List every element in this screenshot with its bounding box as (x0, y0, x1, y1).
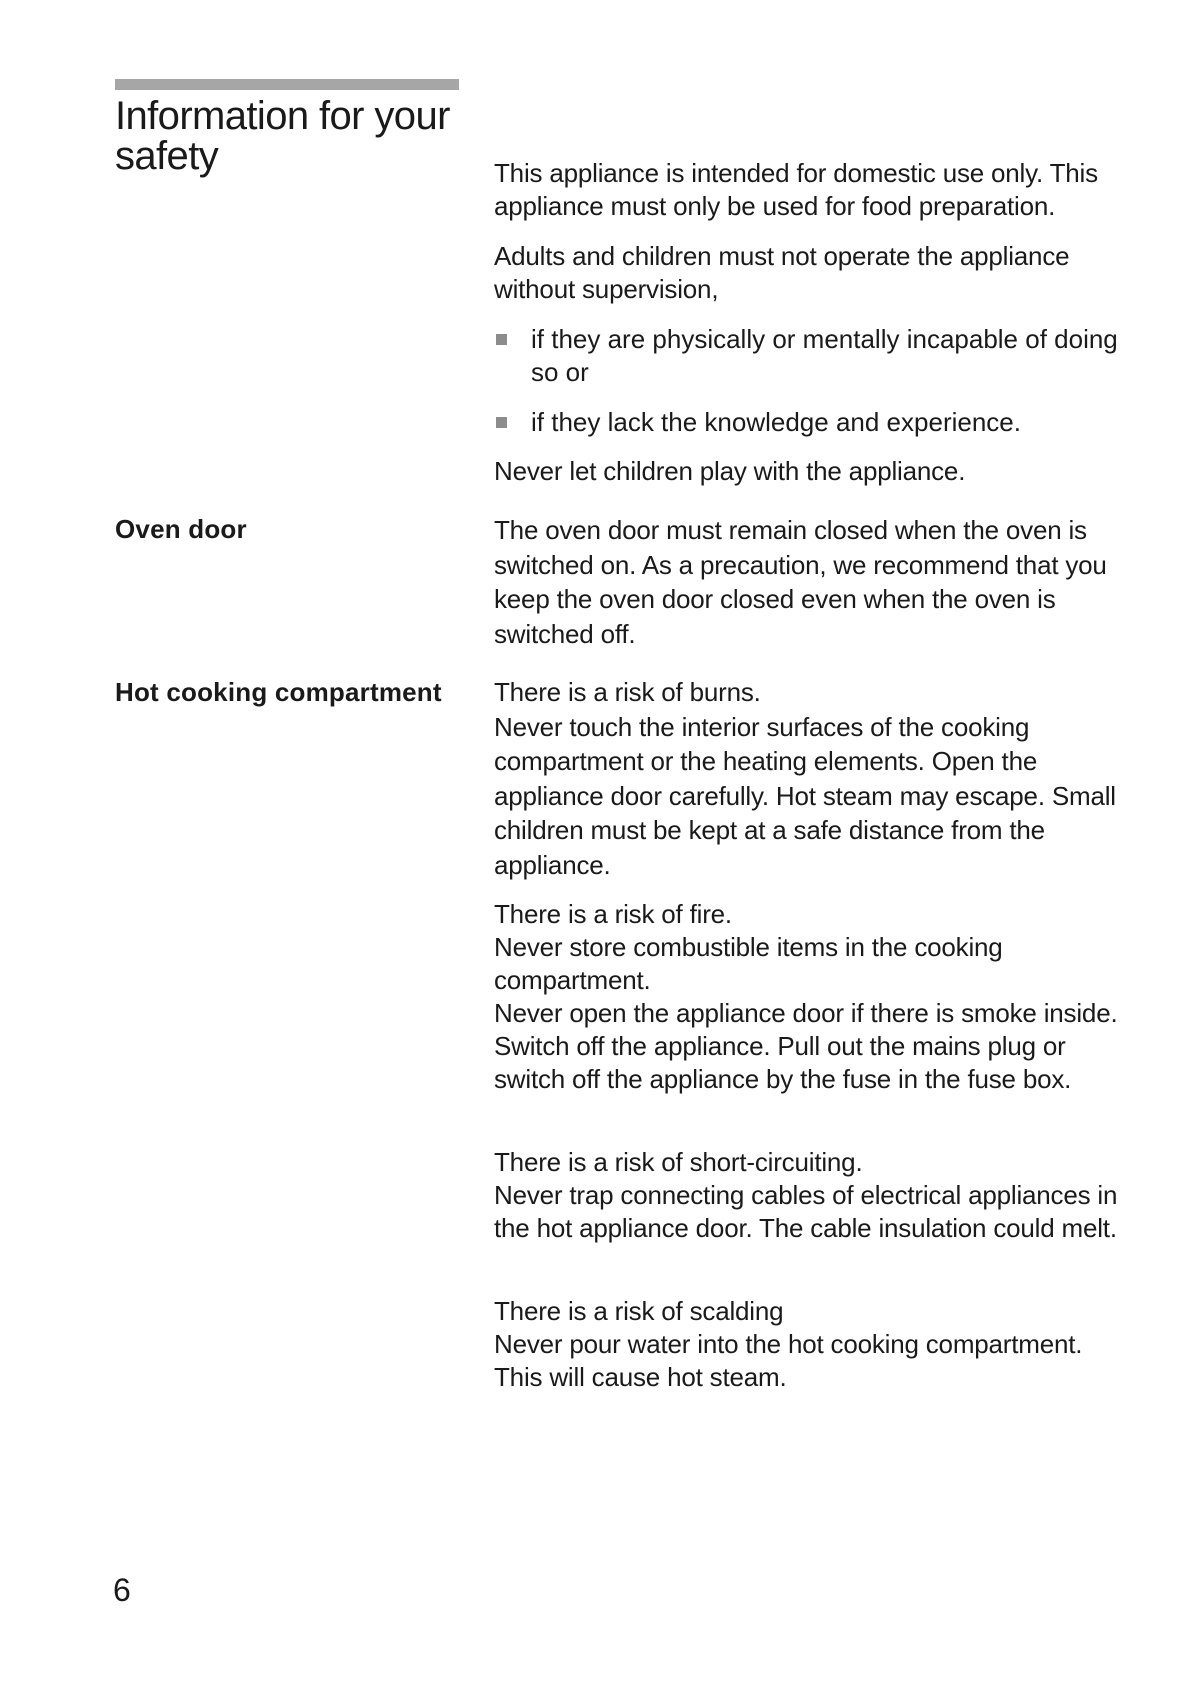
burns-block (494, 675, 1134, 882)
scalding-block (494, 1295, 1134, 1394)
short-circuit-detail: Never trap connecting cables of electrical appliances in the hot appliance door. The cable insulation could melt. (494, 1180, 1118, 1243)
intro-block (494, 157, 1134, 223)
oven-door-text: The oven door must remain closed when the oven is switched on. As a precaution, we recommend that you keep the oven door closed even when the oven is switched off. (494, 515, 1107, 649)
fire-block (494, 898, 1134, 1096)
hot-compartment-heading: Hot cooking compartment (115, 677, 442, 707)
page-number: 6 (113, 1572, 131, 1608)
square-bullet-icon (496, 334, 507, 345)
section-rule (115, 79, 459, 90)
scalding-detail: Never pour water into the hot cooking compartment. This will cause hot steam. (494, 1329, 1083, 1392)
bullet-item (494, 406, 1134, 439)
short-circuit-risk: There is a risk of short-circuiting. (494, 1147, 863, 1177)
burns-detail: Never touch the interior surfaces of the cooking compartment or the heating elements. Open the appliance door carefully. Hot steam may escape. Small children must be kept at a safe distance from the appliance. (494, 711, 1116, 880)
closing-paragraph: Never let children play with the appliance. (494, 456, 966, 486)
page-title: Information for your safety (115, 94, 450, 178)
oven-door-block (494, 513, 1134, 651)
oven-door-heading: Oven door (115, 514, 247, 544)
square-bullet-icon (496, 417, 507, 428)
intro-paragraph-1: This appliance is intended for domestic use only. This appliance must only be used for food preparation. (494, 158, 1098, 221)
bullet-text: if they lack the knowledge and experience. (531, 407, 1021, 437)
bullet-item (494, 323, 1134, 389)
burns-risk: There is a risk of burns. (494, 677, 761, 707)
bullet-text: if they are physically or mentally incapable of doing so or (531, 324, 1118, 387)
short-circuit-block (494, 1146, 1134, 1245)
intro-block-2 (494, 240, 1134, 306)
fire-detail-1: Never store combustible items in the cooking compartment. (494, 932, 1003, 995)
scalding-risk: There is a risk of scalding (494, 1296, 784, 1326)
fire-detail-2: Never open the appliance door if there is smoke inside. Switch off the appliance. Pull out the mains plug or switch off the appliance by the fuse in the fuse box. (494, 998, 1118, 1094)
intro-paragraph-2: Adults and children must not operate the appliance without supervision, (494, 241, 1070, 304)
closing-block (494, 455, 1134, 488)
fire-risk: There is a risk of fire. (494, 899, 732, 929)
